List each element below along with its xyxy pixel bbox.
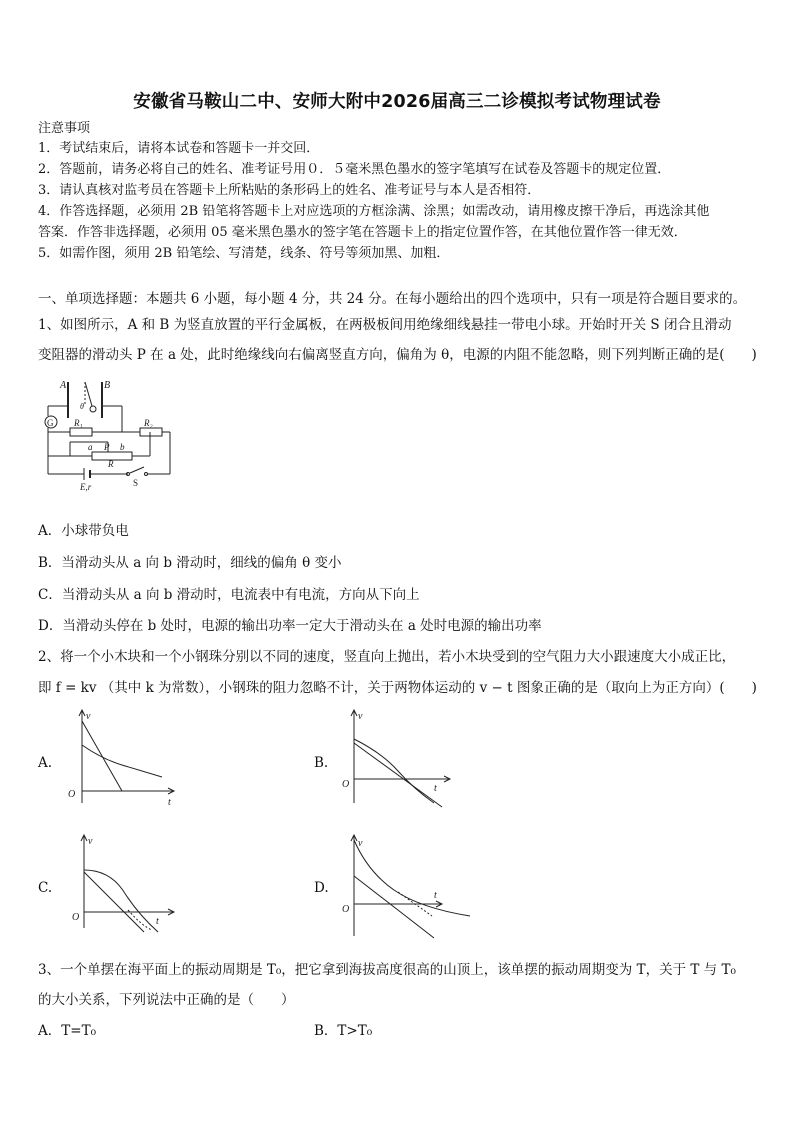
axis-t: t	[434, 783, 437, 794]
label-P: P	[104, 442, 110, 452]
graph-d	[338, 832, 478, 942]
origin-O: O	[342, 904, 350, 915]
axis-v: v	[88, 836, 93, 847]
q1-option-a: A．小球带负电	[38, 523, 129, 539]
q1-option-b: B．当滑动头从 a 向 b 滑动时，细线的偏角 θ 变小	[38, 555, 342, 571]
notice-item: 4．作答选择题，必须用 2B 铅笔将答题卡上对应选项的方框涂满、涂黑；如需改动，请用橡皮擦干净后，再选涂其他	[38, 204, 710, 219]
graph-c	[62, 832, 182, 936]
notice-item: 3．请认真核对监考员在答题卡上所粘贴的条形码上的姓名、准考证号与本人是否相符．	[38, 183, 541, 198]
notice-item: 5．如需作图，须用 2B 铅笔绘、写清楚，线条、符号等须加黑、加粗．	[38, 246, 450, 261]
question-1-line-2: 变阻器的滑动头 P 在 a 处，此时绝缘线向右偏离竖直方向，偏角为 θ，电源的内阻不能忽略，则下列判断正确的是( )	[38, 347, 757, 363]
notice-item: 答案．作答非选择题，必须用 05 毫米黑色墨水的签字笔在答题卡上的指定位置作答，在其他位置作答一律无效．	[38, 225, 687, 240]
q1-option-d: D．当滑动头停在 b 处时，电源的输出功率一定大于滑动头在 a 处时电源的输出功率	[38, 618, 542, 634]
question-3-line-2: 的大小关系，下列说法中正确的是（ ）	[38, 992, 295, 1008]
origin-O: O	[68, 789, 76, 800]
axis-t: t	[156, 916, 159, 927]
label-theta: θ	[80, 402, 84, 411]
page-title: 安徽省马鞍山二中、安师大附中2026届高三二诊模拟考试物理试卷	[133, 92, 661, 112]
circuit-diagram	[40, 376, 180, 496]
question-3-line-1: 3、一个单摆在海平面上的振动周期是 T₀，把它拿到海拔高度很高的山顶上，该单摆的振动周期变为 T，关于 T 与 T₀	[38, 962, 736, 978]
graph-b	[338, 707, 458, 811]
label-B: B	[104, 380, 111, 391]
label-A: A	[60, 380, 67, 391]
label-R1: R₁	[74, 418, 83, 428]
notice-item: 1．考试结束后，请将本试卷和答题卡一并交回．	[38, 141, 320, 156]
q2-option-d-letter: D.	[314, 880, 329, 896]
q1-option-c: C．当滑动头从 a 向 b 滑动时，电流表中有电流，方向从下向上	[38, 587, 420, 603]
graph-a	[62, 707, 182, 811]
notice-heading: 注意事项	[38, 121, 91, 136]
axis-v: v	[358, 711, 363, 722]
label-S: S	[133, 478, 139, 488]
axis-v: v	[86, 711, 91, 722]
label-R2: R₂	[144, 418, 153, 428]
origin-O: O	[342, 779, 350, 790]
origin-O: O	[72, 912, 80, 923]
label-R: R	[108, 459, 114, 469]
question-1-line-1: 1、如图所示，A 和 B 为竖直放置的平行金属板，在两极板间用绝缘细线悬挂一带电小球。开始时开关 S 闭合且滑动	[38, 317, 732, 333]
label-G: G	[47, 418, 54, 428]
q2-option-c-letter: C.	[38, 880, 53, 896]
notice-item: 2．答题前，请务必将自己的姓名、准考证号用０．５毫米黑色墨水的签字笔填写在试卷及答题卡的规定位置．	[38, 162, 671, 177]
q3-option-b: B．T>T₀	[314, 1023, 373, 1039]
axis-t: t	[168, 797, 171, 808]
question-2-line-2: 即 f = kv （其中 k 为常数），小钢珠的阻力忽略不计，关于两物体运动的 v − t 图象正确的是（取向上为正方向）( )	[38, 680, 757, 696]
axis-t: t	[434, 890, 437, 901]
label-Er: E,r	[80, 482, 92, 492]
question-2-line-1: 2、将一个小木块和一个小钢珠分别以不同的速度，竖直向上抛出，若小木块受到的空气阻力大小跟速度大小成正比，	[38, 649, 736, 665]
axis-v: v	[358, 838, 363, 849]
label-a: a	[88, 442, 93, 452]
section-heading: 一、单项选择题：本题共 6 小题，每小题 4 分，共 24 分。在每小题给出的四个选项中，只有一项是符合题目要求的。	[38, 291, 747, 307]
q2-option-a-letter: A.	[38, 755, 53, 771]
label-b: b	[120, 442, 125, 452]
q2-option-b-letter: B.	[314, 755, 329, 771]
q3-option-a: A．T=T₀	[38, 1023, 96, 1039]
